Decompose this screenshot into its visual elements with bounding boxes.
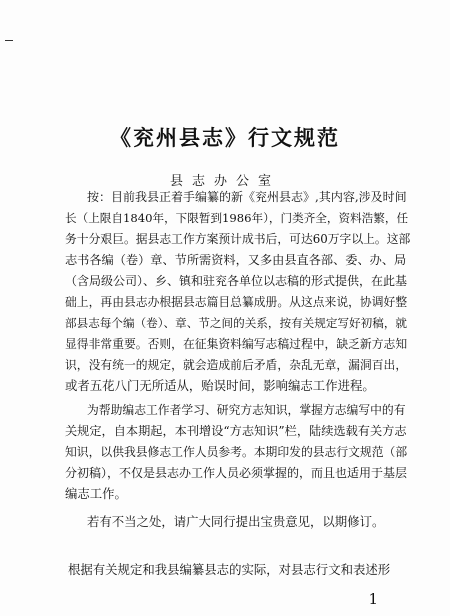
- page-number: 1: [368, 590, 378, 608]
- text-line: 若有不当之处，请广大同行提出宝贵意见，以期修订。: [87, 514, 385, 529]
- text-line: 为帮助编志工作者学习、研究方志知识，掌握方志编写中的有: [87, 403, 406, 417]
- document-author: 县志办公室: [169, 174, 280, 189]
- text-line: 部县志每个编（卷）、章、节之间的关系，按有关规定写好初稿，就: [65, 316, 408, 330]
- text-line: 志书各编（卷）章、节所需资料，又多由县直各部、委、办、局: [65, 253, 407, 267]
- text-line: 务十分艰巨。据县志工作方案预计成书后，可达60万字以上。这部: [65, 232, 411, 246]
- text-line: 编志工作。: [65, 486, 127, 501]
- text-line: 根据有关规定和我县编纂县志的实际，对县志行文和表述形: [68, 562, 391, 577]
- text-line: 础上，再由县志办根据县志篇目总纂成册。从这点来说，协调好整: [65, 295, 408, 309]
- text-line: 或者五花八门无所适从，贻误时间，影响编志工作进程。: [65, 378, 375, 393]
- text-line: 识，没有统一的规定，就会造成前后矛盾，杂乱无章，漏洞百出，: [65, 358, 408, 372]
- text-line: 按：目前我县正着手编纂的新《兖州县志》,其内容,涉及时间: [87, 190, 407, 204]
- document-title: 《兖州县志》行文规范: [110, 125, 340, 150]
- text-line: 分初稿），不仅是县志办工作人员必须掌握的，而且也适用于基层: [65, 466, 408, 480]
- text-line: 关规定，自本期起，本刊增设“方志知识”栏，陆续选载有关方志: [65, 424, 407, 438]
- text-line: （含局级公司）、乡、镇和驻兖各单位以志稿的形式提供，在此基: [65, 274, 408, 288]
- text-line: 知识，以供我县修志工作人员参考。本期印发的县志行文规范（部: [65, 445, 408, 459]
- text-line: 显得非常重要。否则，在征集资料编写志稿过程中，缺乏新方志知: [65, 337, 408, 351]
- text-line: 长（上限自1840年，下限暂到1986年），门类齐全，资料浩繁，任: [65, 211, 409, 225]
- scan-mark: [5, 40, 13, 41]
